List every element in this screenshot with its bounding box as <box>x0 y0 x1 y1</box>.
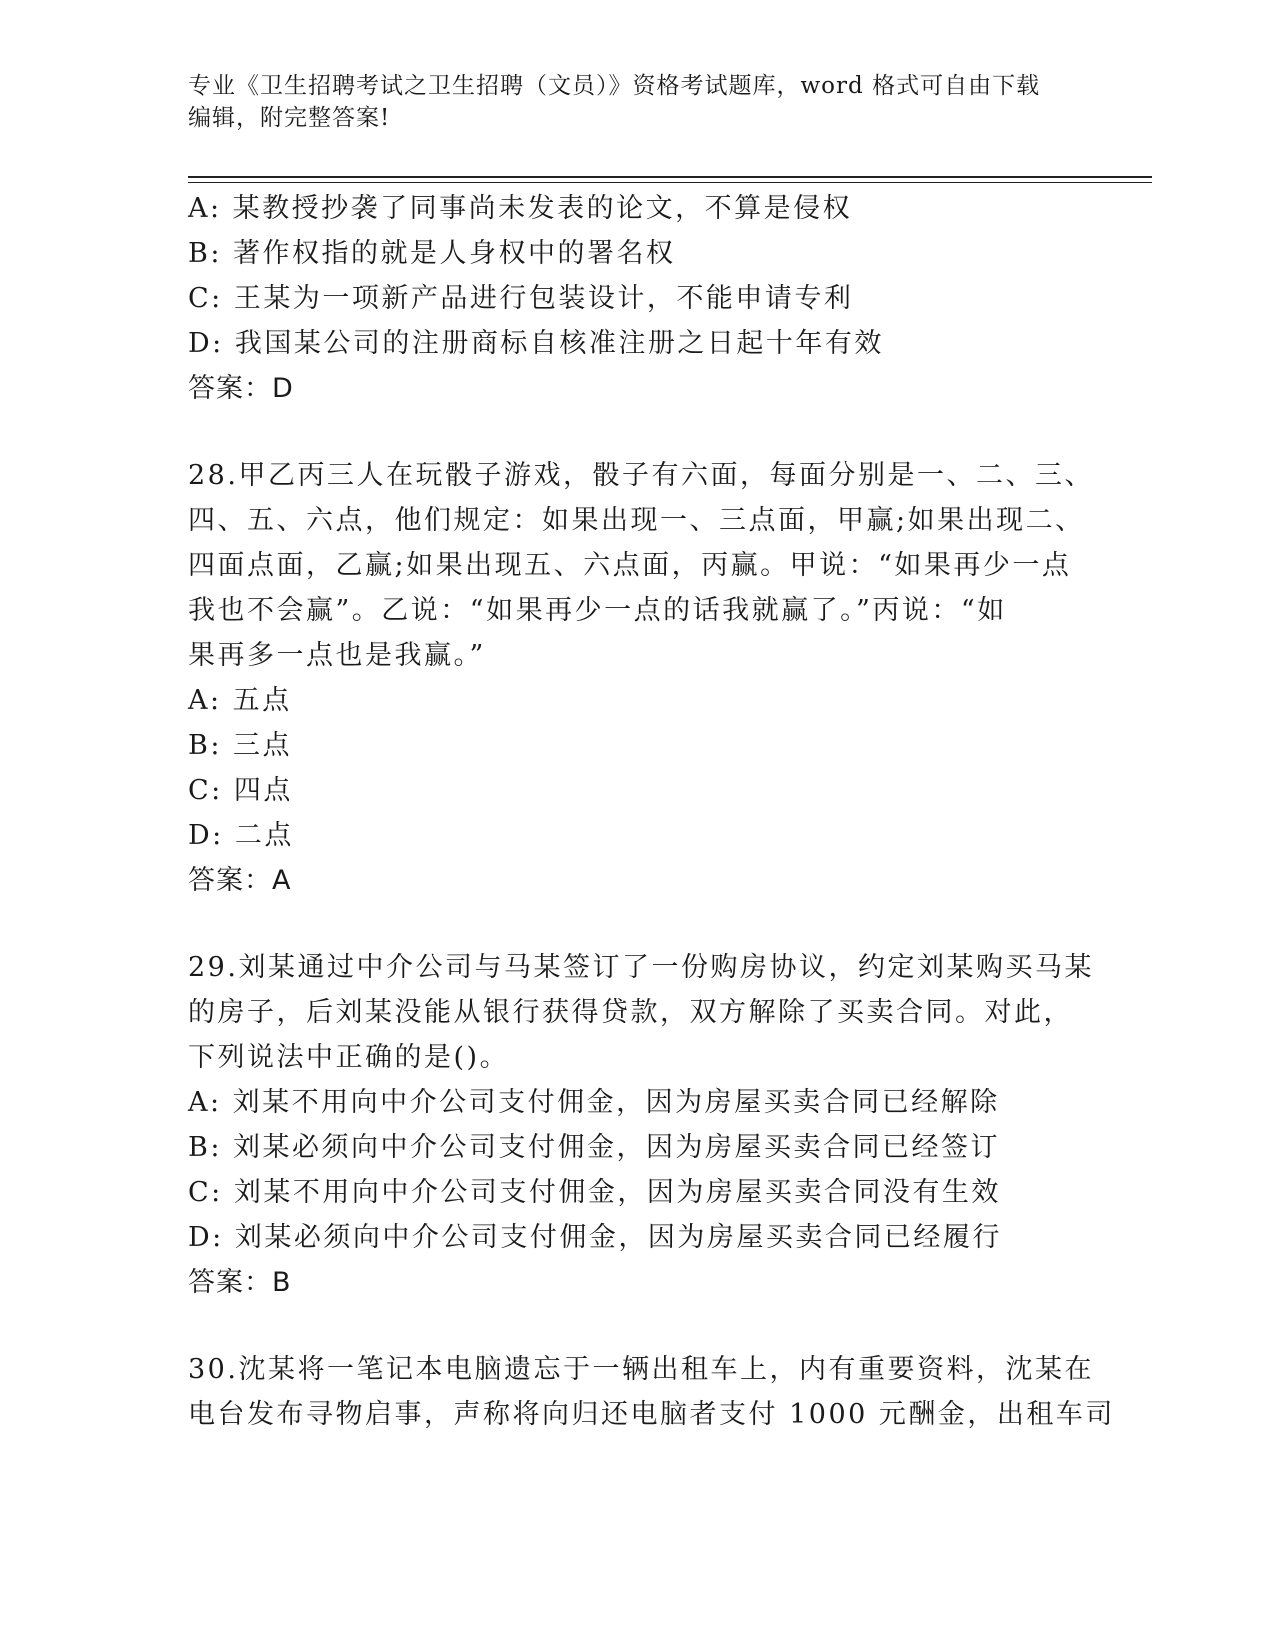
question-spacer <box>188 411 1088 453</box>
question-stem-line: 的房子，后刘某没能从银行获得贷款，双方解除了买卖合同。对此， <box>188 997 1073 1028</box>
option-c: C: 四点 <box>188 775 293 806</box>
question-list <box>188 186 1115 1437</box>
question-29 <box>188 945 1094 1305</box>
question-stem-line: 29.刘某通过中介公司与马某签订了一份购房协议，约定刘某购买马某 <box>188 952 1094 983</box>
option-b: B: 刘某必须向中介公司支付佣金，因为房屋买卖合同已经签订 <box>188 1132 1001 1163</box>
question-stem-line: 30.沈某将一笔记本电脑遗忘于一辆出租车上，内有重要资料，沈某在 <box>188 1354 1094 1385</box>
header-line-2: 编辑，附完整答案! <box>188 105 391 131</box>
question-stem-line: 四、五、六点，他们规定：如果出现一、三点面，甲赢;如果出现二、 <box>188 505 1085 536</box>
answer-label: 答案：D <box>188 373 294 404</box>
question-30 <box>188 1347 1115 1437</box>
option-c: C: 王某为一项新产品进行包装设计，不能申请专利 <box>188 283 854 314</box>
answer-label: 答案：B <box>188 1267 292 1298</box>
option-a: A: 五点 <box>188 685 292 716</box>
option-a: A: 刘某不用向中介公司支付佣金，因为房屋买卖合同已经解除 <box>188 1087 1000 1118</box>
header-divider-thin <box>188 182 1152 183</box>
header-line-1: 专业《卫生招聘考试之卫生招聘（文员）》资格考试题库，word 格式可自由下载 <box>188 73 1041 99</box>
question-stem-line: 下列说法中正确的是()。 <box>188 1042 510 1073</box>
question-spacer <box>188 903 1088 945</box>
question-stem-line: 我也不会赢”。乙说：“如果再少一点的话我就赢了。”丙说：“如 <box>188 595 1007 626</box>
question-27 <box>188 186 1088 411</box>
document-header <box>188 70 1068 134</box>
option-d: D: 二点 <box>188 820 294 851</box>
option-d: D: 刘某必须向中介公司支付佣金，因为房屋买卖合同已经履行 <box>188 1222 1002 1253</box>
question-stem-line: 四面点面，乙赢;如果出现五、六点面，丙赢。甲说：“如果再少一点 <box>188 550 1072 581</box>
option-b: B: 三点 <box>188 730 293 761</box>
question-stem-line: 果再多一点也是我赢。” <box>188 640 486 671</box>
header-divider-thick <box>188 176 1152 178</box>
option-a: A: 某教授抄袭了同事尚未发表的论文，不算是侵权 <box>188 193 853 224</box>
answer-label: 答案：A <box>188 865 292 896</box>
question-spacer <box>188 1305 1088 1347</box>
option-b: B: 著作权指的就是人身权中的署名权 <box>188 238 676 269</box>
question-stem-line: 28.甲乙丙三人在玩骰子游戏，骰子有六面，每面分别是一、二、三、 <box>188 460 1094 491</box>
question-stem-line: 电台发布寻物启事，声称将向归还电脑者支付 1000 元酬金，出租车司 <box>188 1399 1115 1430</box>
question-28 <box>188 453 1094 903</box>
option-c: C: 刘某不用向中介公司支付佣金，因为房屋买卖合同没有生效 <box>188 1177 1001 1208</box>
option-d: D: 我国某公司的注册商标自核准注册之日起十年有效 <box>188 328 884 359</box>
